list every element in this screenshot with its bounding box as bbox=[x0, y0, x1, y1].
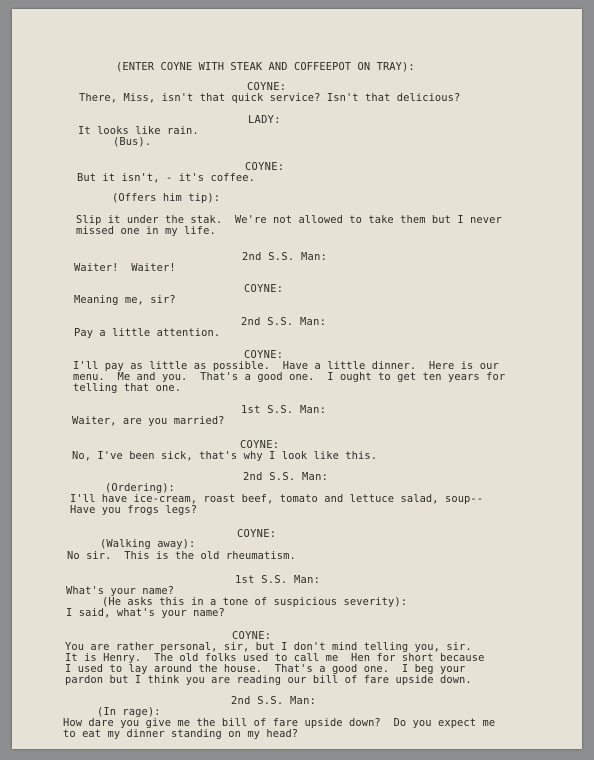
dialogue-line: There, Miss, isn't that quick service? Isn't that delicious? bbox=[79, 92, 461, 104]
speaker-name: COYNE: bbox=[245, 161, 285, 173]
dialogue-line: Slip it under the stak. We're not allowed to take them but I never bbox=[76, 214, 502, 226]
speaker-name: COYNE: bbox=[240, 439, 280, 451]
dialogue-line: It looks like rain. bbox=[78, 125, 199, 137]
speaker-name: COYNE: bbox=[244, 349, 284, 361]
stage-direction: (He asks this in a tone of suspicious severity): bbox=[102, 596, 408, 608]
stage-direction: (ENTER COYNE WITH STEAK AND COFFEEPOT ON TRAY): bbox=[116, 61, 415, 73]
dialogue-line: Pay a little attention. bbox=[74, 327, 221, 339]
dialogue-line: telling that one. bbox=[73, 382, 182, 394]
stage-direction: (Offers him tip): bbox=[112, 192, 221, 204]
stage-direction: (Walking away): bbox=[100, 538, 196, 550]
speaker-name: 2nd S.S. Man: bbox=[231, 695, 317, 707]
dialogue-line: I'll have ice-cream, roast beef, tomato and lettuce salad, soup-- bbox=[70, 493, 484, 505]
dialogue-line: Waiter, are you married? bbox=[72, 415, 225, 427]
speaker-name: COYNE: bbox=[244, 283, 284, 295]
dialogue-line: Have you frogs legs? bbox=[70, 504, 198, 516]
dialogue-line: I'll pay as little as possible. Have a little dinner. Here is our bbox=[73, 360, 499, 372]
dialogue-line: missed one in my life. bbox=[76, 225, 216, 237]
dialogue-line: But it isn't, - it's coffee. bbox=[77, 172, 255, 184]
dialogue-line: Meaning me, sir? bbox=[74, 294, 176, 306]
speaker-name: 1st S.S. Man: bbox=[235, 574, 321, 586]
speaker-name: 2nd S.S. Man: bbox=[242, 251, 328, 263]
dialogue-line: How dare you give me the bill of fare upside down? Do you expect me bbox=[63, 717, 496, 729]
dialogue-line: I said, what's your name? bbox=[66, 607, 225, 619]
stage-direction: (In rage): bbox=[97, 706, 161, 718]
dialogue-line: It is Henry. The old folks used to call me Hen for short because bbox=[65, 652, 485, 664]
dialogue-line: You are rather personal, sir, but I don't mind telling you, sir. bbox=[65, 641, 472, 653]
dialogue-line: What's your name? bbox=[66, 585, 175, 597]
stage-direction: (Bus). bbox=[113, 136, 152, 148]
stage-direction: (Ordering): bbox=[105, 482, 175, 494]
dialogue-line: to eat my dinner standing on my head? bbox=[63, 728, 299, 740]
dialogue-line: No sir. This is the old rheumatism. bbox=[67, 550, 296, 562]
dialogue-line: menu. Me and you. That's a good one. I ought to get ten years for bbox=[73, 371, 506, 383]
typed-script-page bbox=[12, 9, 582, 749]
speaker-name: COYNE: bbox=[237, 528, 277, 540]
speaker-name: COYNE: bbox=[247, 81, 287, 93]
speaker-name: 2nd S.S. Man: bbox=[241, 316, 327, 328]
speaker-name: 2nd S.S. Man: bbox=[243, 471, 329, 483]
dialogue-line: No, I've been sick, that's why I look like this. bbox=[72, 450, 378, 462]
speaker-name: LADY: bbox=[248, 114, 281, 126]
speaker-name: COYNE: bbox=[232, 630, 272, 642]
dialogue-line: pardon but I think you are reading our bill of fare upside down. bbox=[65, 674, 472, 686]
speaker-name: 1st S.S. Man: bbox=[241, 404, 327, 416]
dialogue-line: Waiter! Waiter! bbox=[74, 262, 176, 274]
dialogue-line: I used to lay around the house. That's a good one. I beg your bbox=[65, 663, 466, 675]
